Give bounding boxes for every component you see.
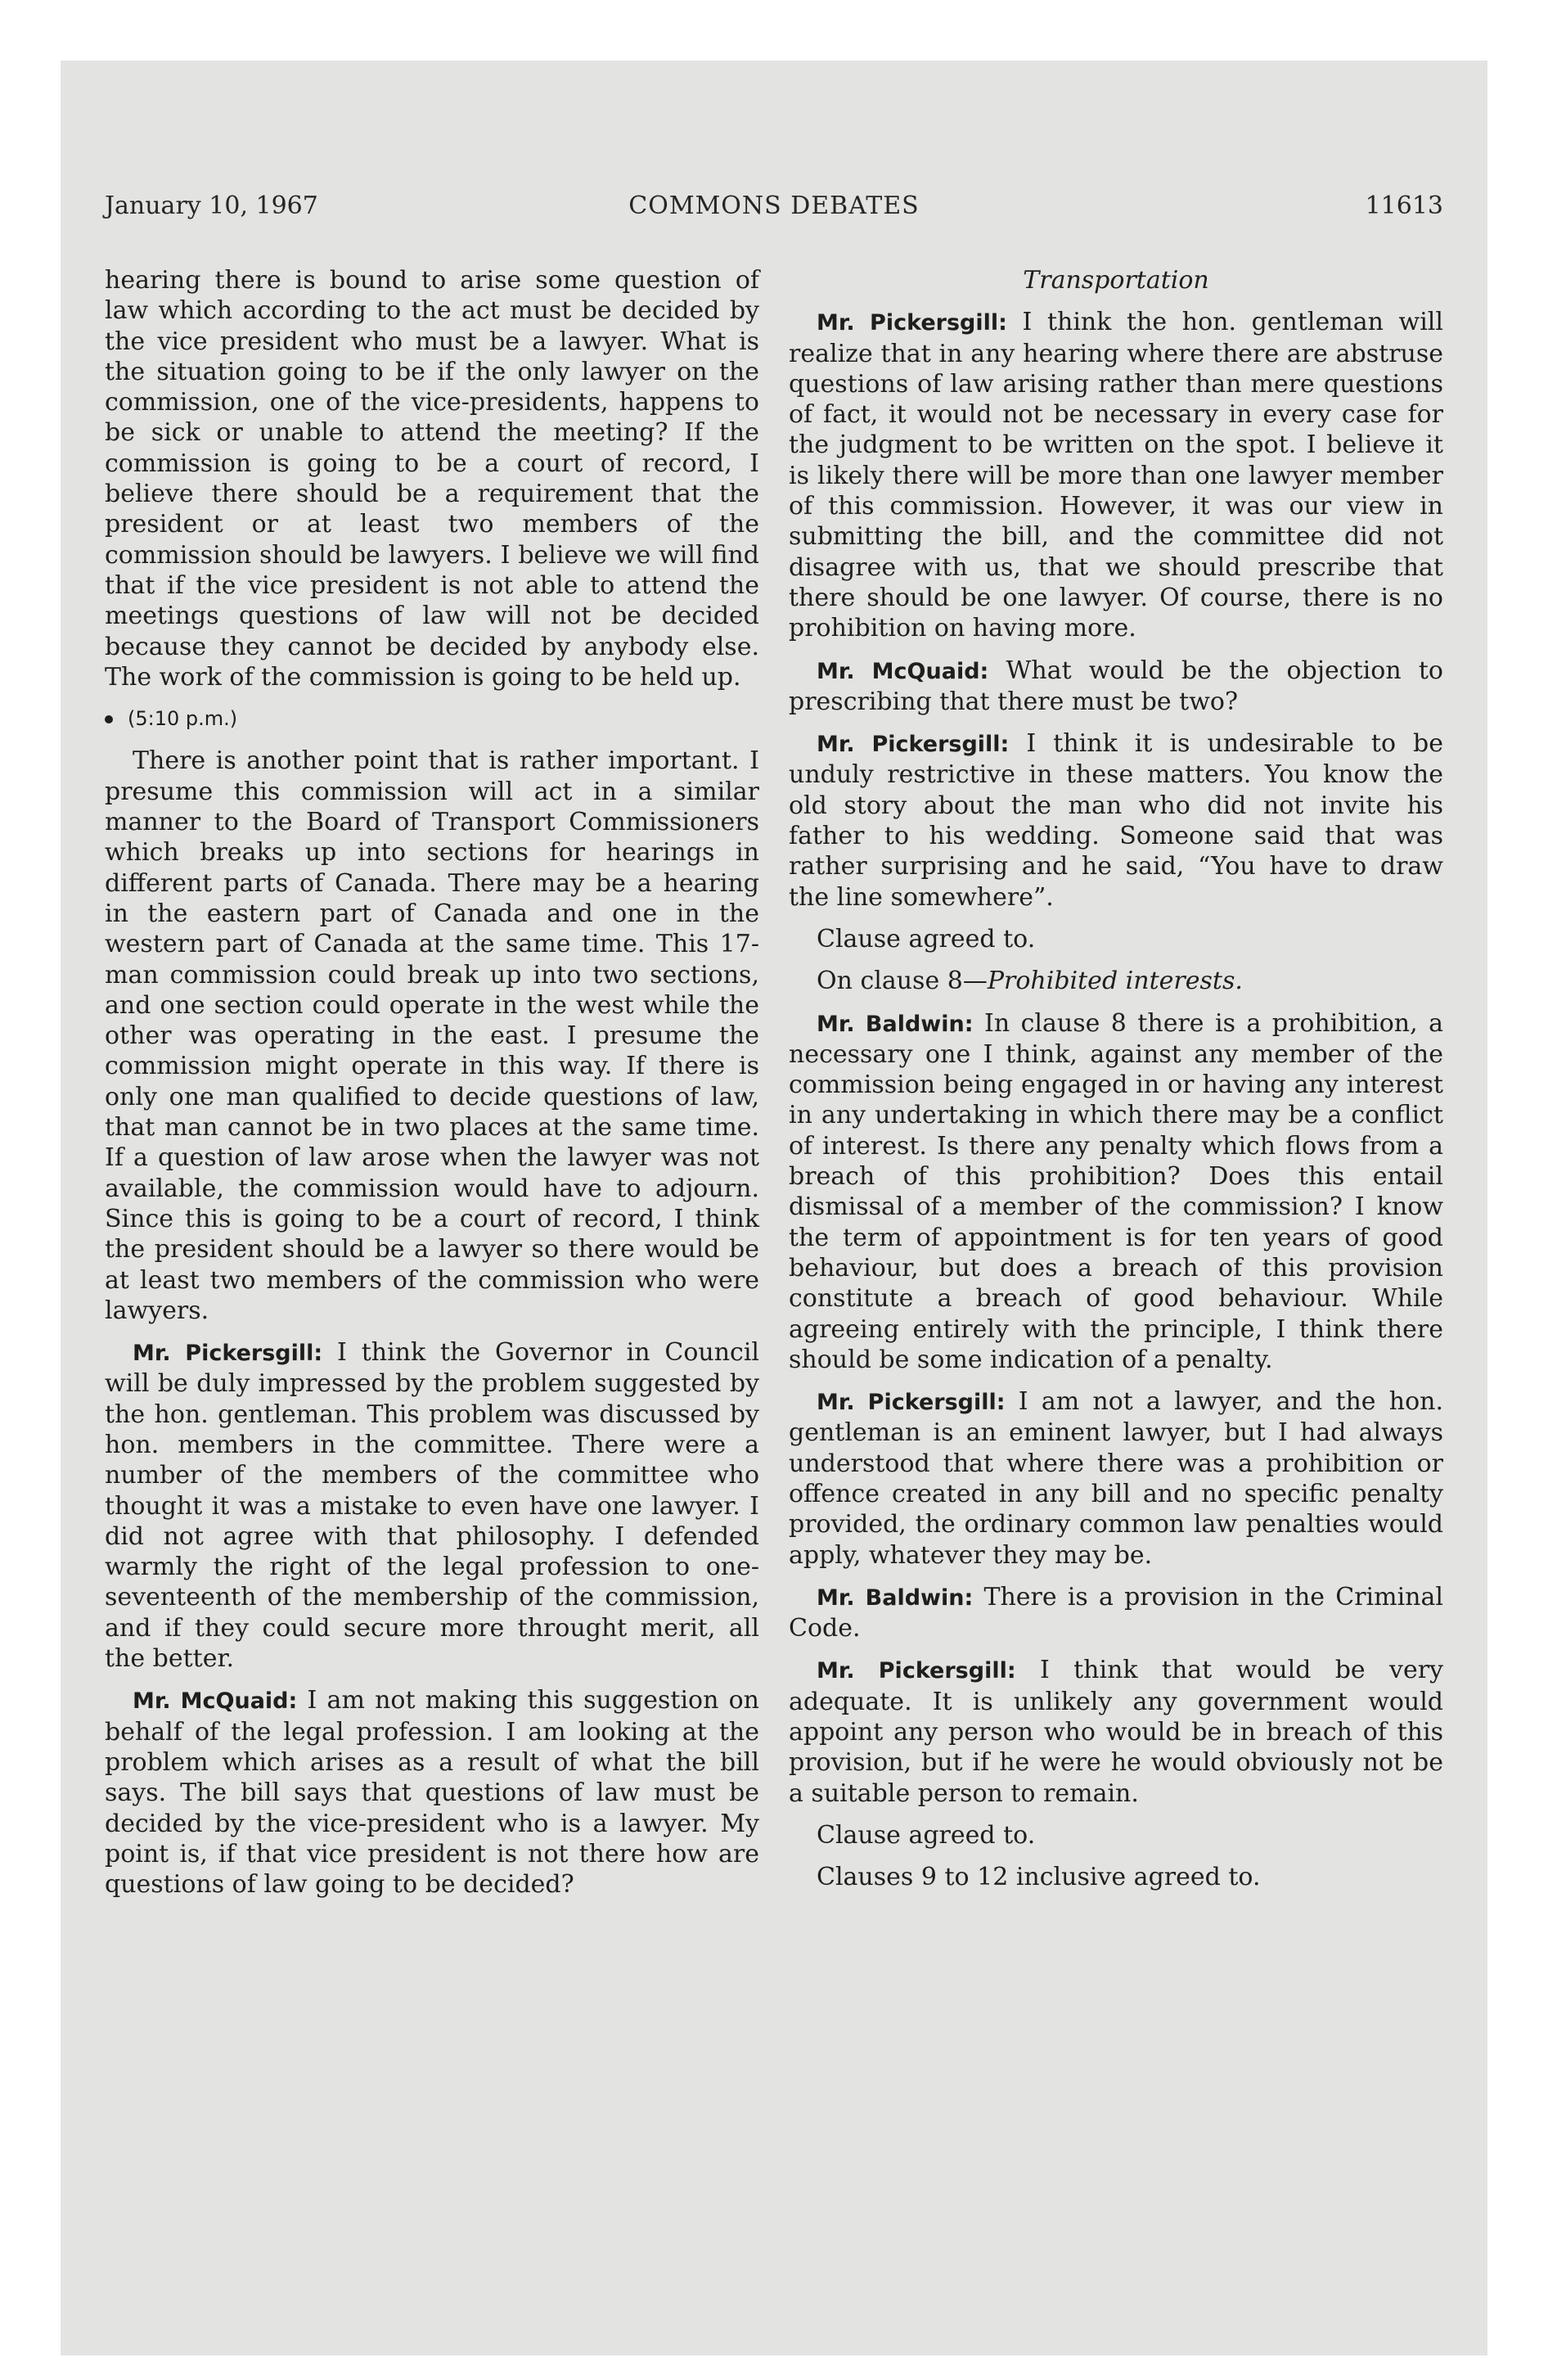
paragraph: There is another point that is rather important. I presume this commission will act in a similar manner to the Board of Transport Commissioners which breaks up into sections for hearings in different parts of Canada. There may be a hearing in the eastern part of Canada and one in the western part of Canada at the same time. This 17-man commission could break up into two sections, and one section could operate in the west while the other was operating in the east. I presume the commission might operate in this way. If there is only one man qualified to decide questions of law, that man cannot be in two places at the same time. If a question of law arose when the lawyer was not available, the commission would have to adjourn. Since this is going to be a court of record, I think the president should be a lawyer so there would be at least two members of the commission who were lawyers.: [105, 746, 759, 1325]
speech-text: There is a provision in the Criminal Code.: [789, 1582, 1443, 1643]
left-column: [105, 265, 759, 1911]
clause-heading: [789, 966, 1443, 996]
speech-text: I am not a lawyer, and the hon. gentleman is an eminent lawyer, but I had always understood that where there was a prohibition or offence created in any bill and no specific penalty provided, the ordinary common law penalties would apply, whatever they may be.: [789, 1387, 1443, 1570]
speaker-name: Mr. Pickersgill:: [133, 1341, 323, 1367]
speaker-name: Mr. McQuaid:: [133, 1688, 298, 1715]
speaker-name: Mr. Baldwin:: [817, 1011, 974, 1037]
speaker-name: Mr. McQuaid:: [817, 658, 989, 684]
speech-text: I think the hon. gentleman will realize that in any hearing where there are abstruse questions of law arising rather than mere questions of fact, it would not be necessary in every case for the judgment to be written on the spot. I believe it is likely there will be more than one lawyer member of this commission. However, it was our view in submitting the bill, and the committee did not disagree with us, that we should prescribe that there should be one lawyer. Of course, there is no prohibition on having more.: [789, 308, 1443, 643]
speech-paragraph: [789, 656, 1443, 718]
speech-text: I think the Governor in Council will be duly impressed by the problem suggested by the hon. gentleman. This problem was discussed by hon. members in the committee. There were a number of the members of the committee who thought it was a mistake to even have one lawyer. I did not agree with that philosophy. I defended warmly the right of the legal profession to one-seventeenth of the membership of the commission, and if they could secure more throught merit, all the better.: [105, 1338, 760, 1674]
speech-paragraph: [789, 728, 1443, 913]
speech-paragraph: [789, 1582, 1443, 1644]
speech-paragraph: [105, 1685, 759, 1900]
speech-paragraph: [789, 1008, 1443, 1376]
procedural-note: Clauses 9 to 12 inclusive agreed to.: [817, 1863, 1261, 1892]
speaker-name: Mr. Pickersgill:: [817, 310, 1007, 336]
speaker-name: Mr. Pickersgill:: [817, 732, 1010, 758]
speaker-name: Mr. Pickersgill:: [817, 1390, 1006, 1416]
speech-text: I am not making this suggestion on behalf of the legal profession. I am looking at the problem which arises as a result of what the bill says. The bill says that questions of law must be decided by the vice-president who is a lawyer. My point is, if that vice president is not there how are questions of law going to be decided?: [105, 1686, 759, 1900]
header-page-number: 11613: [1365, 192, 1443, 220]
speaker-name: Mr. Baldwin:: [817, 1584, 974, 1611]
speech-paragraph: [789, 307, 1443, 643]
time-text: (5:10 p.m.): [128, 707, 238, 731]
speech-text: I think that would be very adequate. It is unlikely any government would appoint any person who would be in breach of this provision, but if he were he would obviously not be a suitable person to remain.: [789, 1656, 1443, 1808]
right-column: [789, 265, 1443, 1904]
speech-text: What would be the objection to prescribing that there must be two?: [789, 656, 1443, 716]
clause-title: Prohibited interests.: [987, 967, 1243, 996]
document-page: [61, 61, 1487, 2355]
header-title: COMMONS DEBATES: [628, 192, 920, 220]
speech-paragraph: [789, 1386, 1443, 1571]
speech-paragraph: [789, 1655, 1443, 1808]
procedural-note: Clause agreed to.: [817, 924, 1036, 953]
header-date: January 10, 1967: [105, 192, 318, 220]
speaker-name: Mr. Pickersgill:: [817, 1658, 1016, 1684]
procedural-note: Clause agreed to.: [817, 1820, 1036, 1850]
time-marker: [105, 704, 759, 734]
section-heading: Transportation: [1023, 266, 1209, 295]
paragraph: hearing there is bound to arise some question of law which according to the act must be decided by the vice president who must be a lawyer. What is the situation going to be if the only lawyer on the commission, one of the vice-presidents, happens to be sick or unable to attend the meeting? If the commission is going to be a court of record, I believe there should be a requirement that the president or at least two members of the commission should be lawyers. I believe we will find that if the vice president is not able to attend the meetings questions of law will not be decided because they cannot be decided by anybody else. The work of the commission is going to be held up.: [105, 266, 759, 692]
speech-paragraph: [105, 1337, 759, 1674]
page-header: [105, 192, 1443, 224]
clause-prefix: On clause 8—: [817, 967, 988, 996]
bullet-icon: [105, 715, 113, 723]
speech-text: I think it is undesirable to be unduly restrictive in these matters. You know the old story about the man who did not invite his father to his wedding. Someone said that was rather surprising and he said, “You have to draw the line somewhere”.: [789, 729, 1443, 912]
speech-text: In clause 8 there is a prohibition, a necessary one I think, against any member of the commission being engaged in or having any interest in any undertaking in which there may be a conflict of interest. Is there any penalty which flows from a breach of this prohibition? Does this entail dismissal of a member of the commission? I know the term of appointment is for ten years of good behaviour, but does a breach of this provision constitute a breach of good behaviour. While agreeing entirely with the principle, I think there should be some indication of a penalty.: [789, 1008, 1443, 1374]
